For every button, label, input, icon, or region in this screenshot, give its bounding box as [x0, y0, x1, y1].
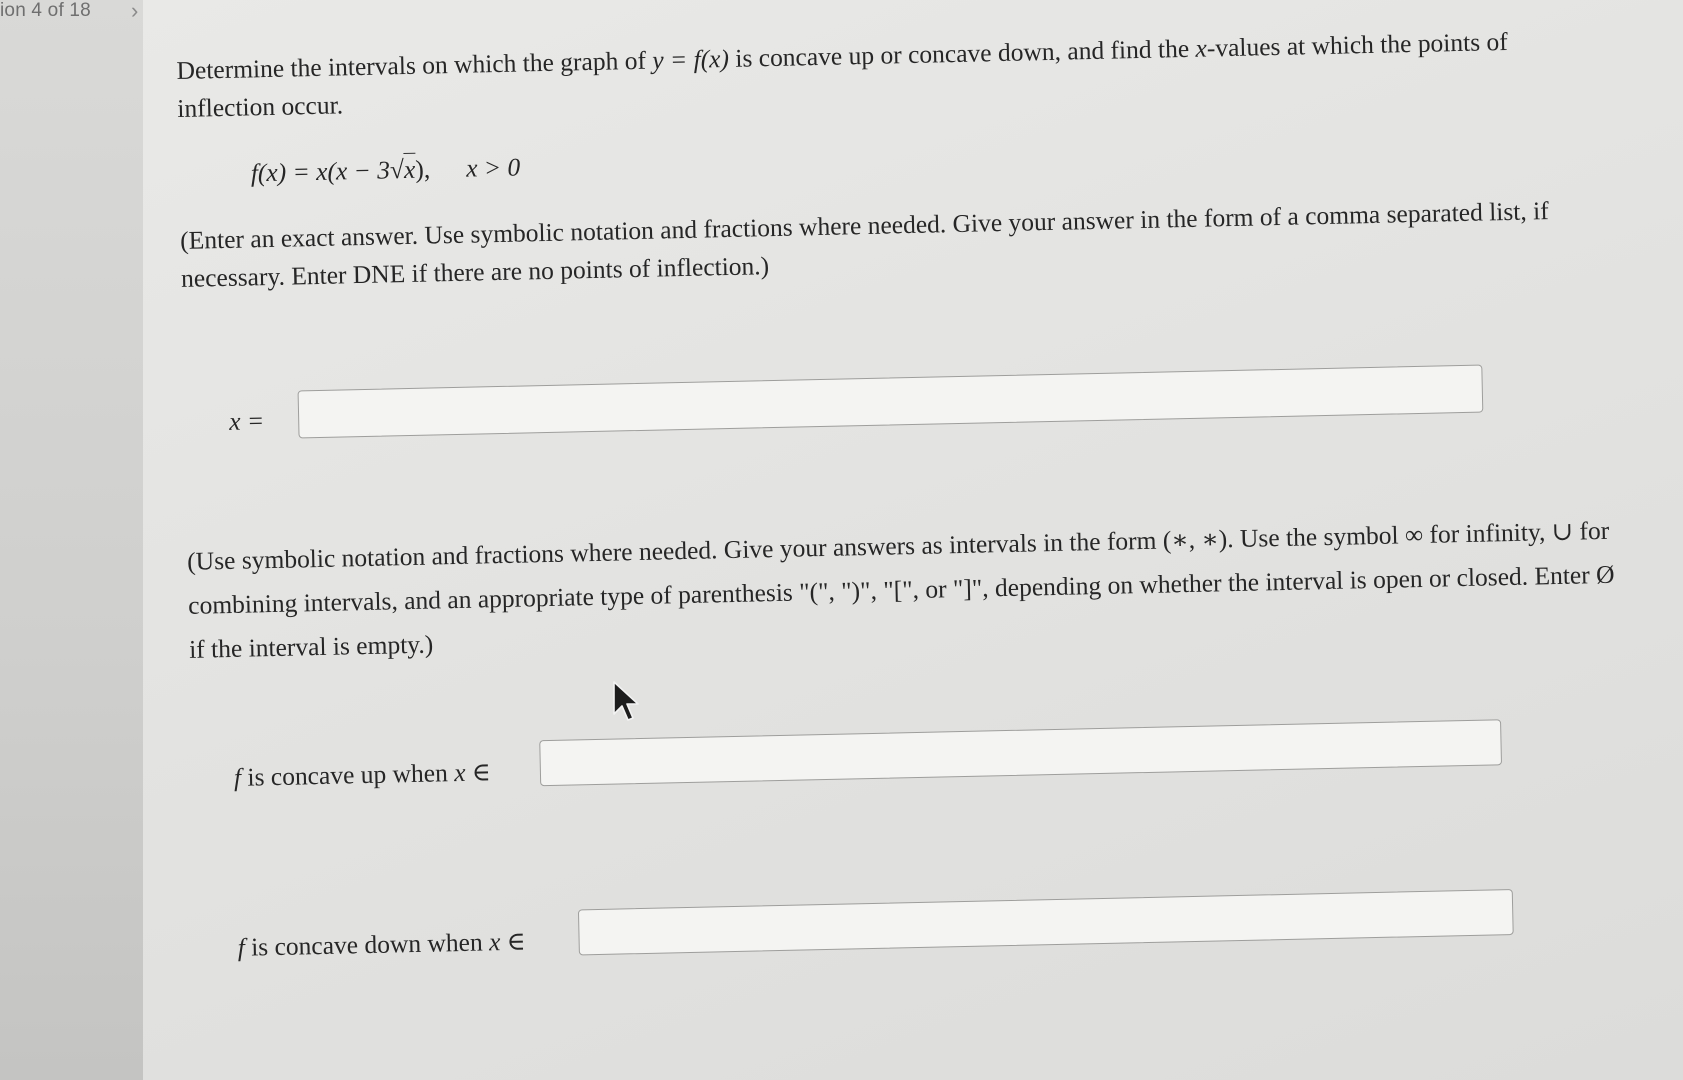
- mouse-pointer-icon: [612, 680, 642, 724]
- question-prompt: [176, 22, 1567, 128]
- chevron-right-icon[interactable]: ›: [131, 0, 139, 23]
- question-sheet: [175, 0, 1678, 1080]
- left-sidebar: [0, 0, 144, 1080]
- inflection-instructions: (Enter an exact answer. Use symbolic notation and fractions where needed. Give your answer in the form of a comma separated list, if necessary. Enter DNE if there are no points of inflection.): [179, 196, 1549, 293]
- prompt-text-2: is concave up or concave down, and find the: [728, 33, 1196, 73]
- question-panel: [143, 0, 1683, 1080]
- function-domain: x > 0: [465, 152, 521, 183]
- prompt-equation: y = f(x): [651, 43, 730, 75]
- function-definition: [250, 153, 520, 189]
- concave-up-input[interactable]: [539, 719, 1502, 786]
- interval-instructions: (Use symbolic notation and fractions where needed. Give your answers as intervals in the form (∗, ∗). Use the symbol ∞ for infinity, ∪ for combining intervals, and an appropriate type of parenthesis "(", ")", "[", or "]", depending on whether the interval is open or closed. Enter Ø if the interval is empty.): [186, 515, 1615, 664]
- sqrt-icon: √: [389, 155, 405, 185]
- function-rhs: ),: [414, 154, 431, 184]
- inflection-points-input[interactable]: [298, 365, 1484, 439]
- prompt-variable: x: [1195, 33, 1208, 63]
- prompt-text-3: -values at which the points of inflection occur.: [177, 26, 1509, 123]
- concave-down-label: f is concave down when x ∈: [237, 926, 526, 962]
- sqrt-argument: x: [403, 154, 416, 185]
- inflection-label: x =: [228, 406, 265, 436]
- concave-down-input[interactable]: [578, 889, 1514, 955]
- concave-up-label: f is concave up when x ∈: [233, 757, 492, 792]
- prompt-text-1: Determine the intervals on which the graph of: [176, 45, 653, 85]
- question-counter: ion 4 of 18: [0, 0, 91, 21]
- function-lhs: f(x) = x(x − 3: [250, 155, 391, 188]
